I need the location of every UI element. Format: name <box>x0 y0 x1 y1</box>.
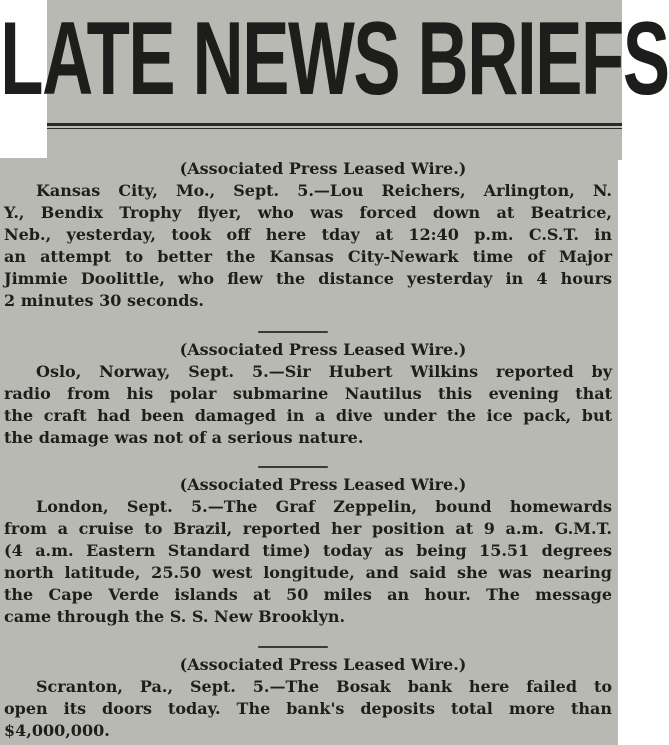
wire-credit: (Associated Press Leased Wire.) <box>179 159 467 178</box>
wire-credit: (Associated Press Leased Wire.) <box>179 340 467 359</box>
news-brief-oslo <box>0 339 618 449</box>
separator-dash <box>258 331 328 333</box>
brief-line: open its doors today. The bank's deposits total more than <box>4 699 612 718</box>
brief-line: north latitude, 25.50 west longitude, and said she was nearing <box>4 563 612 582</box>
brief-line: the damage was not of a serious nature. <box>4 428 364 447</box>
brief-line: (4 a.m. Eastern Standard time) today as being 15.51 degrees <box>4 541 612 560</box>
brief-line: 2 minutes 30 seconds. <box>4 291 204 310</box>
brief-line: came through the S. S. New Brooklyn. <box>4 607 346 626</box>
wire-credit: (Associated Press Leased Wire.) <box>179 475 467 494</box>
headline-text: LATE NEWS BRIEFS <box>0 1 669 117</box>
brief-line: $4,000,000. <box>4 721 110 740</box>
brief-line: Neb., yesterday, took off here tday at 12:40 p.m. C.S.T. in <box>4 225 612 244</box>
brief-line: Y., Bendix Trophy flyer, who was forced down at Beatrice, <box>4 203 612 222</box>
news-brief-kansas-city <box>0 158 618 312</box>
separator-dash <box>258 646 328 648</box>
news-brief-london <box>0 474 618 628</box>
brief-line: Jimmie Doolittle, who flew the distance yesterday in 4 hours <box>4 269 612 288</box>
brief-line: London, Sept. 5.—The Graf Zeppelin, bound homewards <box>36 497 612 516</box>
brief-line: the Cape Verde islands at 50 miles an hour. The message <box>4 585 612 604</box>
brief-line: Oslo, Norway, Sept. 5.—Sir Hubert Wilkins reported by <box>36 362 612 381</box>
separator-dash <box>258 466 328 468</box>
wire-credit: (Associated Press Leased Wire.) <box>179 655 467 674</box>
headline-banner <box>0 0 669 120</box>
brief-line: Kansas City, Mo., Sept. 5.—Lou Reichers, Arlington, N. <box>36 181 612 200</box>
headline-rule-thick <box>47 123 622 126</box>
headline-rule-thin <box>47 128 622 129</box>
brief-line: the craft had been damaged in a dive under the ice pack, but <box>4 406 612 425</box>
brief-line: from a cruise to Brazil, reported her position at 9 a.m. G.M.T. <box>4 519 612 538</box>
brief-line: radio from his polar submarine Nautilus this evening that <box>4 384 612 403</box>
brief-line: Scranton, Pa., Sept. 5.—The Bosak bank here failed to <box>36 677 612 696</box>
news-brief-scranton <box>0 654 618 742</box>
brief-line: an attempt to better the Kansas City-Newark time of Major <box>4 247 612 266</box>
